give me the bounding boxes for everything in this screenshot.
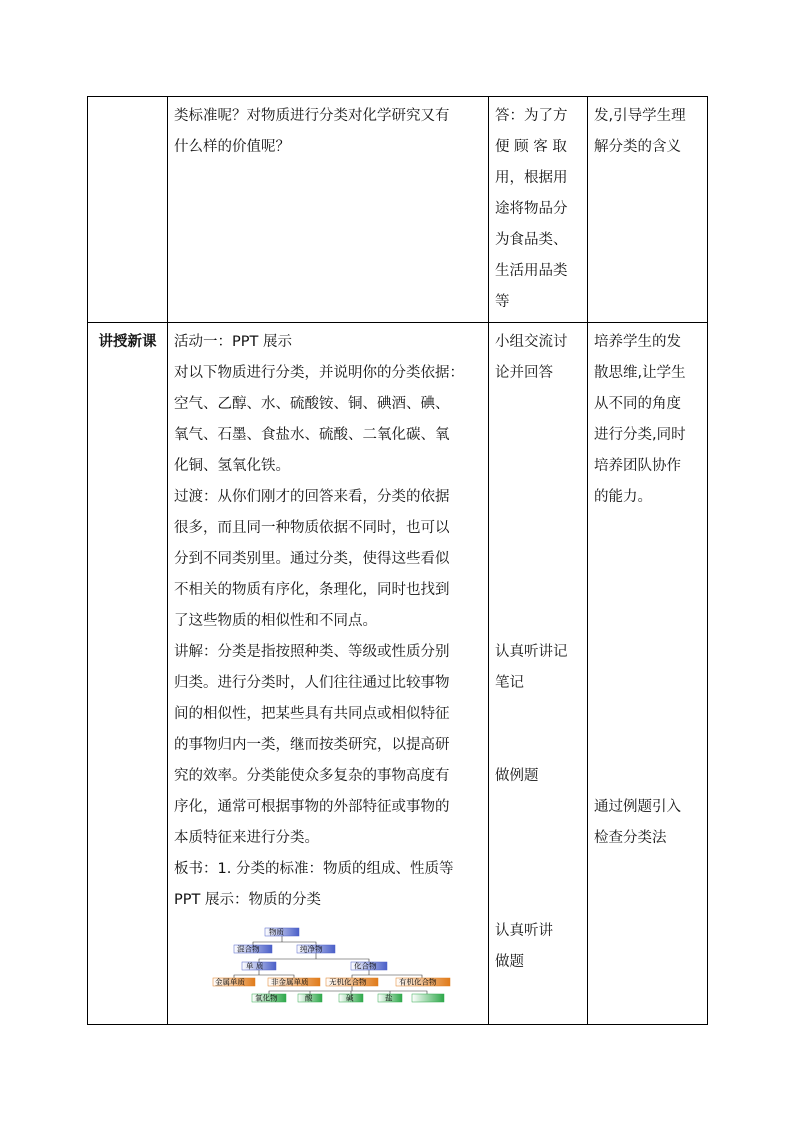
text-line: 进行分类,同时	[594, 427, 686, 443]
text-line: 归类。进行分类时，人们往往通过比较事物	[174, 675, 450, 691]
box-mixture	[234, 944, 272, 954]
text-line: 为食品类、	[495, 232, 568, 248]
svg-text:混合物: 混合物	[237, 944, 260, 954]
text-line: 什么样的价值呢？	[174, 139, 290, 155]
text-line: 活动一：PPT 展示	[174, 334, 292, 350]
text-line: 等	[495, 294, 510, 310]
svg-text:物质: 物质	[269, 927, 284, 937]
section-label: 讲授新课	[98, 334, 157, 350]
svg-text:氧化物: 氧化物	[255, 993, 278, 1003]
svg-text:单 质: 单 质	[246, 961, 264, 971]
text-line: 认真听讲记	[495, 644, 568, 660]
design-intent-cell	[588, 323, 708, 1025]
text-line: 培养学生的发	[594, 334, 681, 350]
text-line: 检查分类法	[594, 830, 667, 846]
text-line: 的能力。	[594, 489, 652, 505]
box-organic-compound	[396, 977, 450, 987]
box-pure-substance	[297, 944, 335, 954]
text-line: 散思维,让学生	[594, 365, 686, 381]
svg-text:无机化合物: 无机化合物	[329, 977, 367, 987]
teacher-activity-cell	[168, 323, 489, 1025]
text-line: 的事物归内一类，继而按类研究，以提高研	[174, 737, 450, 753]
text-line: 笔记	[495, 675, 524, 691]
text-line: 途将物品分	[495, 201, 568, 217]
text-line: 通过例题引入	[594, 799, 681, 815]
svg-text:有机化合物: 有机化合物	[399, 977, 437, 987]
box-compound	[351, 961, 387, 971]
lesson-plan-table	[87, 96, 708, 1025]
substance-classification-diagram	[212, 926, 462, 1008]
text-line: 解分类的含义	[594, 139, 681, 155]
box-nonmetal-element	[268, 977, 320, 987]
text-line: 间的相似性，把某些具有共同点或相似特征	[174, 706, 450, 722]
box-salt	[378, 993, 402, 1003]
box-empty	[412, 994, 444, 1002]
svg-text:碱: 碱	[346, 993, 354, 1003]
text-line: 本质特征来进行分类。	[174, 830, 319, 846]
text-line: 小组交流讨	[495, 334, 568, 350]
text-line: 培养团队协作	[594, 458, 681, 474]
table-row	[88, 97, 708, 323]
text-line: 生活用品类	[495, 263, 568, 279]
svg-text:化合物: 化合物	[354, 961, 377, 971]
text-line: 究的效率。分类能使众多复杂的事物高度有	[174, 768, 450, 784]
text-line: 用，根据用	[495, 170, 568, 186]
text-line: 很多，而且同一种物质依据不同时，也可以	[174, 520, 450, 536]
box-acid	[298, 993, 322, 1003]
text-line: 类标准呢？对物质进行分类对化学研究又有	[174, 108, 450, 124]
text-line: 讲解：分类是指按照种类、等级或性质分别	[174, 644, 450, 660]
text-line: 认真听讲	[495, 923, 553, 939]
box-metal-element	[213, 977, 255, 987]
text-line: 做题	[495, 954, 524, 970]
box-inorganic-compound	[326, 977, 378, 987]
text-line: 答：为了方	[495, 108, 568, 124]
svg-text:金属单质: 金属单质	[215, 977, 245, 987]
teacher-activity-cell	[168, 97, 489, 323]
text-line: 空气、乙醇、水、硫酸铵、铜、碘酒、碘、	[174, 396, 450, 412]
svg-text:非金属单质: 非金属单质	[271, 977, 309, 987]
text-line: 从不同的角度	[594, 396, 681, 412]
box-element	[242, 961, 276, 971]
text-line: 发,引导学生理	[594, 108, 686, 124]
text-line: 便 顾 客 取	[495, 139, 567, 155]
section-label-cell	[88, 323, 168, 1025]
student-activity-cell	[489, 323, 588, 1025]
text-line: 化铜、氢氧化铁。	[174, 458, 290, 474]
text-line: 氧气、石墨、食盐水、硫酸、二氧化碳、氧	[174, 427, 450, 443]
text-line: 对以下物质进行分类，并说明你的分类依据：	[174, 365, 464, 381]
text-line: 分到不同类别里。通过分类，使得这些看似	[174, 551, 450, 567]
section-label-cell	[88, 97, 168, 323]
box-base	[339, 993, 363, 1003]
student-activity-cell	[489, 97, 588, 323]
text-line: 过渡：从你们刚才的回答来看，分类的依据	[174, 489, 450, 505]
svg-text:酸: 酸	[305, 993, 313, 1003]
text-line: 不相关的物质有序化，条理化，同时也找到	[174, 582, 450, 598]
design-intent-cell	[588, 97, 708, 323]
box-root	[265, 927, 299, 937]
text-line: PPT 展示：物质的分类	[174, 892, 321, 908]
svg-text:纯净物: 纯净物	[300, 944, 323, 954]
text-line: 序化，通常可根据事物的外部特征或事物的	[174, 799, 450, 815]
text-line: 板书：1. 分类的标准：物质的组成、性质等	[174, 861, 454, 877]
text-line: 论并回答	[495, 365, 553, 381]
text-line: 了这些物质的相似性和不同点。	[174, 613, 377, 629]
text-line: 做例题	[495, 768, 539, 784]
svg-text:盐: 盐	[385, 993, 393, 1003]
box-oxide	[252, 993, 286, 1003]
table-row	[88, 323, 708, 1025]
